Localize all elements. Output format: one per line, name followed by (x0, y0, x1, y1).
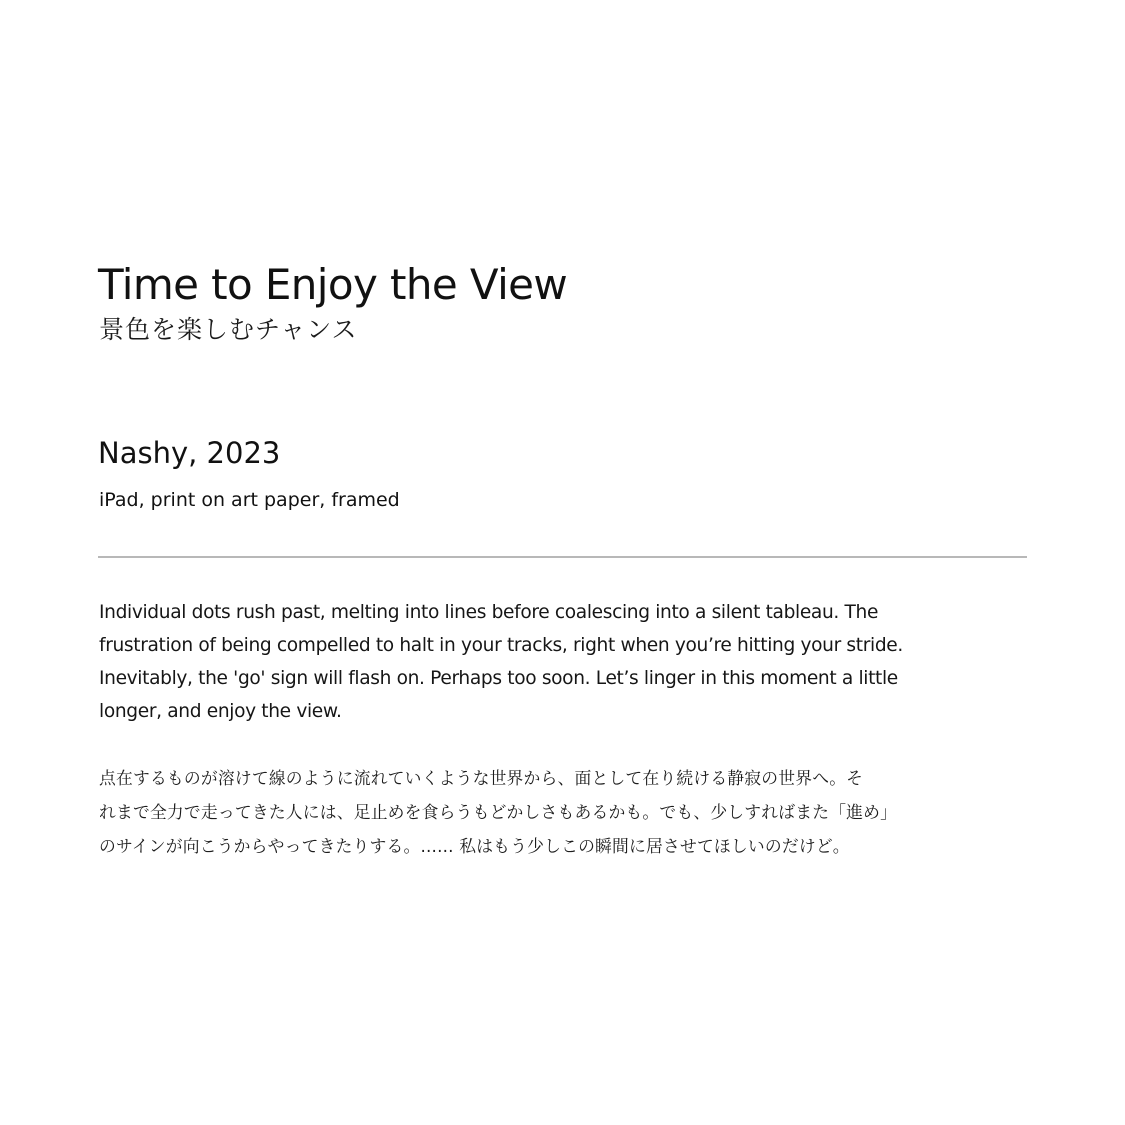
artwork-title: Time to Enjoy the View (98, 260, 568, 309)
description-japanese-line: のサインが向こうからやってきたりする。...... 私はもう少しこの瞬間に居させてほしいのだけど。 (99, 836, 850, 856)
description-japanese-line: 点在するものが溶けて線のように流れていくような世界から、面として在り続ける静寂の世界へ。そ (99, 768, 864, 788)
section-divider (98, 556, 1027, 558)
description-english-line: frustration of being compelled to halt in your tracks, right when you’re hitting your stride. (99, 635, 903, 656)
description-japanese (99, 761, 1034, 863)
artwork-title-japanese: 景色を楽しむチャンス (99, 315, 358, 344)
description-english-line: Inevitably, the 'go' sign will flash on. Perhaps too soon. Let’s linger in this moment a little (99, 668, 898, 689)
description-english-line: Individual dots rush past, melting into lines before coalescing into a silent tableau. The (99, 602, 879, 623)
description-english-line: longer, and enjoy the view. (99, 701, 342, 722)
description-english (99, 596, 1029, 728)
artist-and-year: Nashy, 2023 (98, 436, 281, 470)
artwork-medium: iPad, print on art paper, framed (99, 489, 400, 511)
description-japanese-line: れまで全力で走ってきた人には、足止めを食らうもどかしさもあるかも。でも、少しすればまた「進め」 (99, 802, 898, 822)
